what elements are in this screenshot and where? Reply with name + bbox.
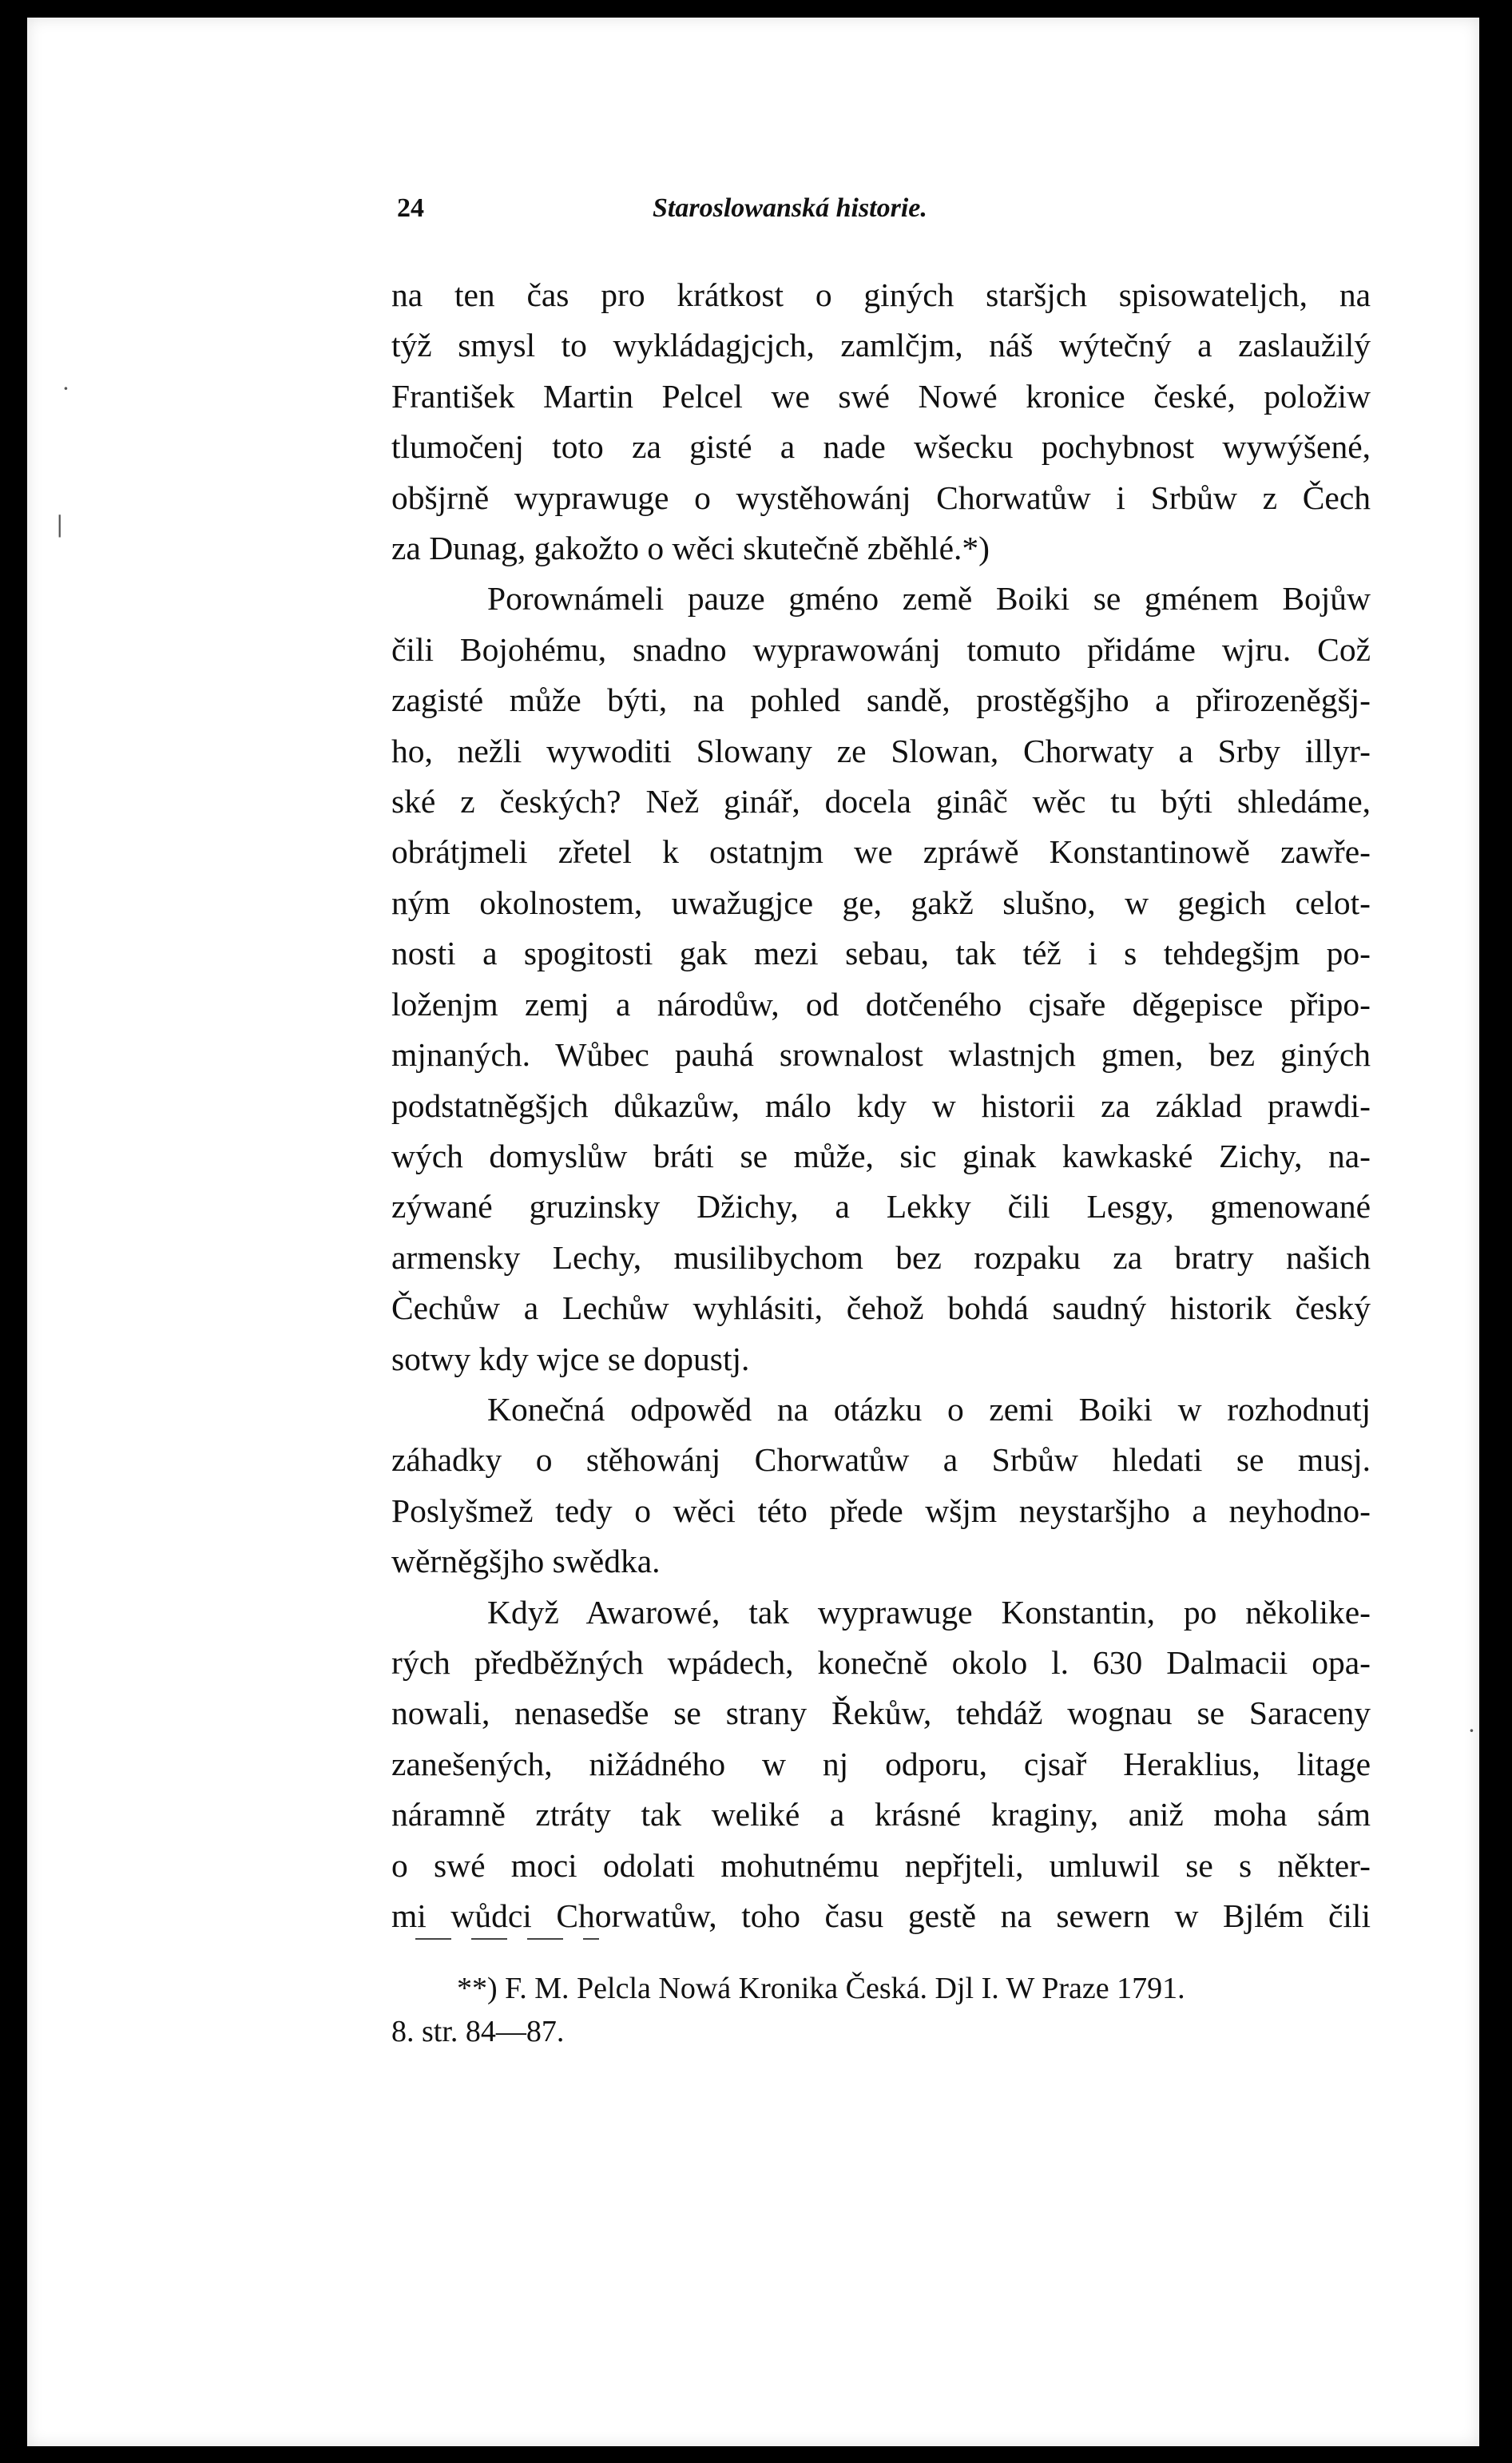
text-line: náramně ztráty tak weliké a krásné kraginy, aniž moha sám — [391, 1796, 1371, 1833]
text-line: za Dunag, gakožto o wěci skutečně zběhlé.*) — [391, 530, 990, 567]
text-line: rých předběžných wpádech, konečně okolo l. 630 Dalmacii opa- — [391, 1643, 1371, 1681]
footnote-line: 8. str. 84—87. — [391, 2015, 565, 2048]
text-line: sotwy kdy wjce se dopustj. — [391, 1340, 750, 1377]
text-line: mjnaných. Wůbec pauhá srownalost wlastnjch gmen, bez giných — [391, 1036, 1371, 1074]
text-line: tlumočenj toto za gisté a nade wšecku pochybnost wywýšené, — [391, 428, 1371, 466]
text-line: ným okolnostem, uwažugjce ge, gakž slušno, w gegich celot- — [391, 884, 1371, 921]
text-line: záhadky o stěhowánj Chorwatůw a Srbůw hledati se musj. — [391, 1441, 1371, 1479]
text-line: Poslyšmež tedy o wěci této přede wšjm neystaršjho a neyhodno- — [391, 1492, 1371, 1529]
page-header — [397, 193, 1371, 241]
body-text — [391, 270, 1371, 1941]
footnote-divider — [415, 1938, 599, 1940]
footnote-line: **) F. M. Pelcla Nowá Kronika Česká. Djl I. W Praze 1791. — [457, 1972, 1185, 2005]
text-line: Čechůw a Lechůw wyhlásiti, čehož bohdá saudný historik český — [391, 1289, 1371, 1327]
margin-mark: | — [56, 511, 64, 538]
text-line: mi wůdci Chorwatůw, toho času gestě na sewern w Bjlém čili — [391, 1897, 1371, 1934]
text-line: o swé moci odolati mohutnému nepřjteli, umluwil se s někter- — [391, 1846, 1371, 1884]
text-line: wěrněgšjho swědka. — [391, 1543, 661, 1580]
text-line: čili Bojohému, snadno wyprawowánj tomuto přidáme wjru. Což — [391, 630, 1371, 668]
text-line: Konečná odpowěd na otázku o zemi Boiki w rozhodnutj — [487, 1390, 1371, 1428]
text-line: Když Awarowé, tak wyprawuge Konstantin, po několike- — [487, 1593, 1371, 1631]
text-line: ho, nežli wywoditi Slowany ze Slowan, Chorwaty a Srby illyr- — [391, 732, 1371, 769]
text-line: obrátjmeli zřetel k ostatnjm we zpráwě Konstantinowě zawře- — [391, 833, 1371, 871]
footnote — [391, 1967, 1371, 2053]
text-line: nosti a spogitosti gak mezi sebau, tak též i s tehdegšjm po- — [391, 935, 1371, 972]
text-line: armensky Lechy, musilibychom bez rozpaku za bratry našich — [391, 1238, 1371, 1276]
text-line: wých domyslůw bráti se může, sic ginak kawkaské Zichy, na- — [391, 1137, 1371, 1174]
text-line: ské z českých? Než ginář, docela ginâč wěc tu býti shledáme, — [391, 783, 1371, 820]
text-line: Porownámeli pauze gméno země Boiki se gménem Bojůw — [487, 580, 1371, 618]
text-line: nowali, nenasedše se strany Řekůw, tehdáž wognau se Saraceny — [391, 1694, 1371, 1732]
scan-edge — [1479, 0, 1512, 2463]
text-line: loženjm zemj a národůw, od dotčeného cjsaře děgepisce připo- — [391, 985, 1371, 1023]
margin-mark: · — [1468, 1718, 1475, 1744]
page-number: 24 — [397, 193, 424, 223]
running-title: Staroslowanská historie. — [653, 193, 927, 223]
text-line: zanešených, nižádného w nj odporu, cjsař Heraklius, litage — [391, 1745, 1371, 1782]
text-line: týž smysl to wykládagjcjch, zamlčjm, náš wýtečný a zaslaužilý — [391, 327, 1371, 364]
margin-mark: · — [62, 375, 69, 402]
text-line: podstatněgšjch důkazůw, málo kdy w historii za základ prawdi- — [391, 1087, 1371, 1124]
text-line: na ten čas pro krátkost o giných staršjch spisowateljch, na — [391, 276, 1371, 313]
text-line: František Martin Pelcel we swé Nowé kronice české, položiw — [391, 377, 1371, 415]
text-line: zýwané gruzinsky Džichy, a Lekky čili Lesgy, gmenowané — [391, 1188, 1371, 1226]
text-line: obšjrně wyprawuge o wystěhowánj Chorwatůw i Srbůw z Čech — [391, 479, 1371, 516]
text-line: zagisté může býti, na pohled sandě, prostěgšjho a přirozeněgšj- — [391, 681, 1371, 719]
